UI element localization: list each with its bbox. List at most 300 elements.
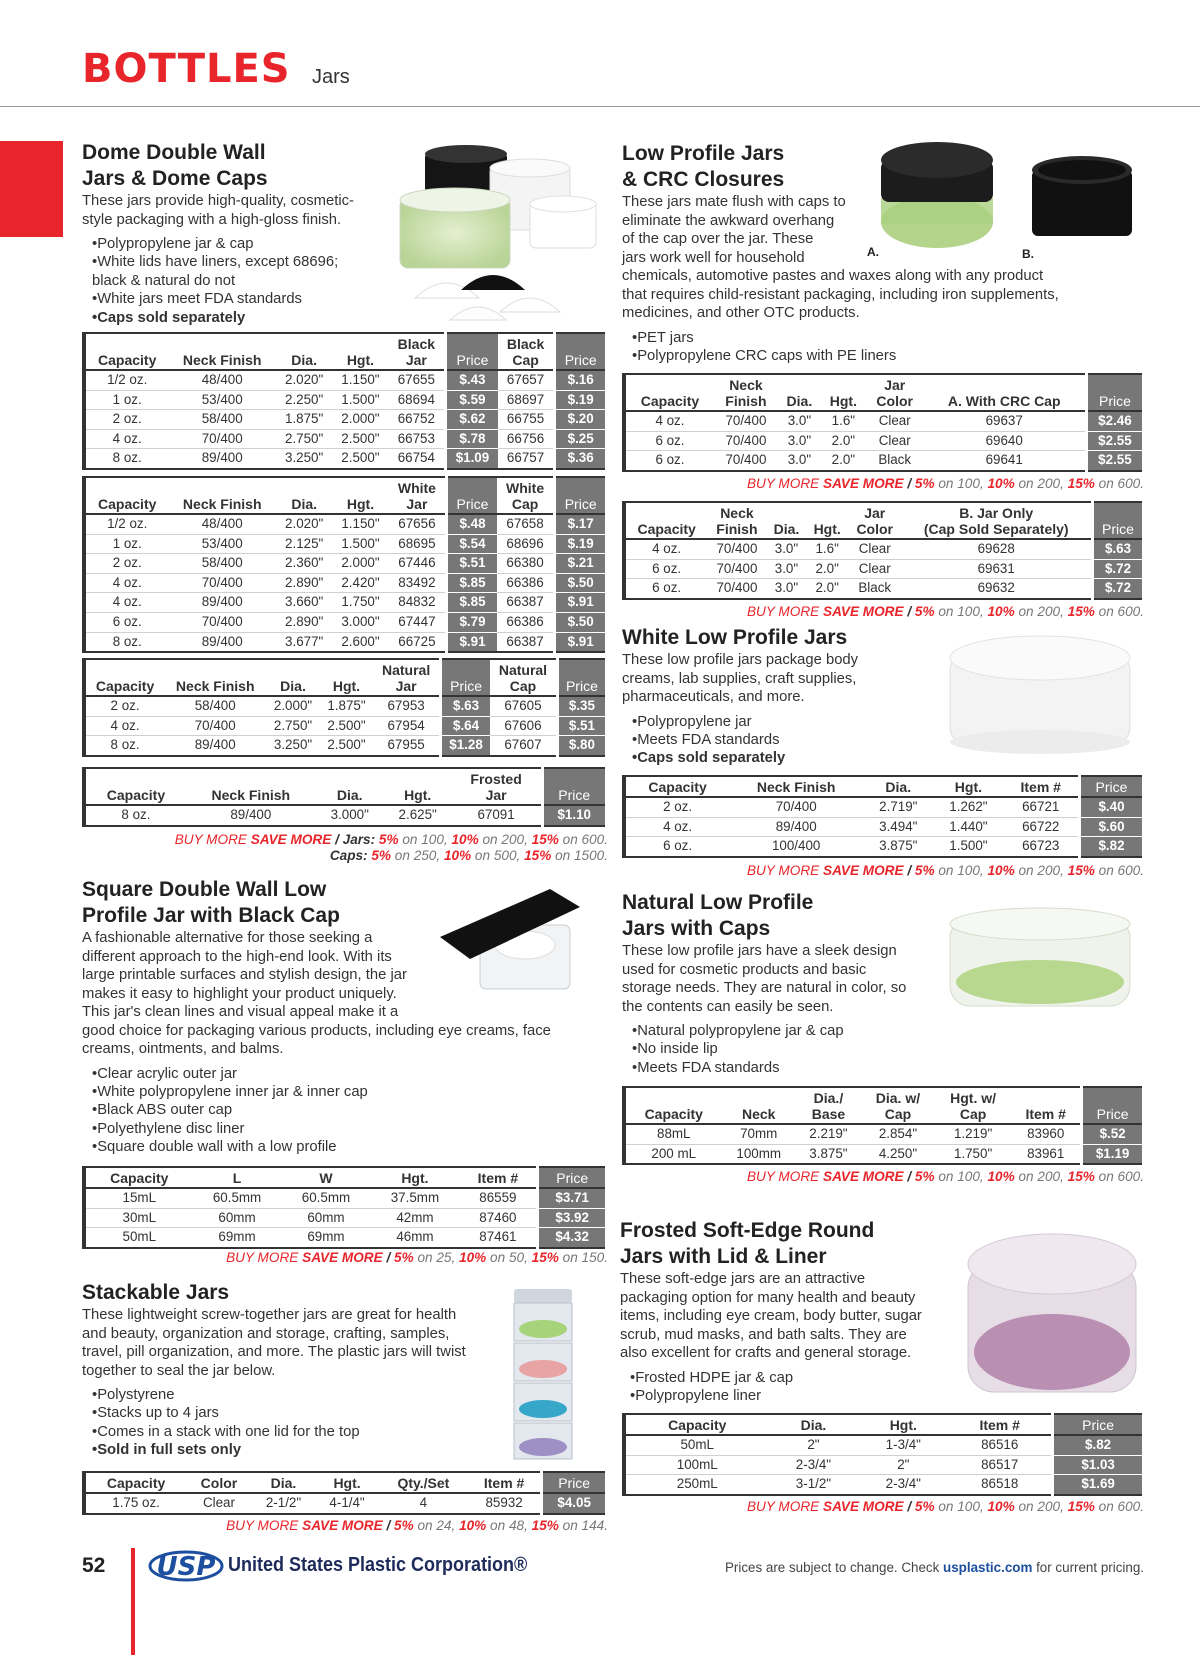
frosted-table (622, 1413, 1142, 1496)
price-cell: $2.55 (1086, 431, 1142, 451)
header-divider (0, 106, 1200, 107)
table-cell: 6 oz. (624, 559, 707, 579)
table-cell: 66386 (497, 573, 555, 593)
col-header: Jar Color (848, 502, 901, 539)
table-cell: 70/400 (168, 573, 276, 593)
price-cell: $.52 (1082, 1124, 1142, 1144)
dome-jars-photo (330, 140, 608, 336)
price-cell: $2.55 (1086, 451, 1142, 471)
table-row (84, 1208, 605, 1228)
table-cell: 66755 (498, 410, 555, 430)
table-cell: 1.750" (935, 1144, 1011, 1164)
table-cell: 37.5mm (390, 1190, 440, 1205)
col-header: Neck (722, 1087, 796, 1124)
table-cell: Black (866, 451, 924, 471)
table-cell: 67953 (387, 698, 425, 713)
col-header: Dia. (266, 659, 319, 696)
table-cell: 250mL (624, 1475, 768, 1495)
table-cell: 1.500" (332, 534, 388, 554)
table-row (624, 1455, 1142, 1475)
frosted-discount: BUY MORE SAVE MORE / 5% on 100, 10% on 200, 15% on 600. (746, 1499, 1144, 1514)
table-row (84, 716, 605, 736)
col-header: Jar Color (866, 374, 924, 411)
table-cell: 89/400 (729, 817, 863, 837)
brand-name: United States Plastic Corporation® (228, 1554, 528, 1576)
col-header: Neck Finish (168, 477, 276, 514)
lowprof-b-discount: BUY MORE SAVE MORE / 5% on 100, 10% on 200, 15% on 600. (746, 604, 1144, 619)
table-row (84, 534, 605, 554)
table-cell: 1.750" (332, 593, 388, 613)
price-cell: $.51 (557, 716, 605, 736)
table-cell: 67658 (506, 516, 544, 531)
table-cell: 1.500" (332, 390, 388, 410)
table-cell: 69637 (985, 413, 1023, 428)
table-cell: 70/400 (714, 451, 778, 471)
table-cell: 2.000" (332, 554, 388, 574)
col-header: Capacity (84, 768, 186, 805)
table-cell: 68695 (389, 534, 447, 554)
table-cell: 58/400 (194, 698, 236, 713)
table-cell: 8 oz. (84, 632, 168, 652)
table-row (624, 579, 1142, 599)
col-header: Price (441, 659, 491, 696)
price-cell: $1.03 (1053, 1455, 1142, 1475)
table-cell: 66752 (389, 410, 446, 430)
table-cell: 86517 (948, 1455, 1052, 1475)
table-cell: 66721 (1022, 799, 1060, 814)
table-cell: 4 oz. (624, 817, 729, 837)
table-cell: 1.875" (276, 410, 332, 430)
table-row (624, 1144, 1142, 1164)
col-header: Price (557, 659, 605, 696)
stack-table (82, 1471, 605, 1515)
table-row (84, 805, 605, 826)
stack-bullet: • Sold in full sets only (92, 1441, 602, 1459)
table-cell: 66386 (497, 612, 555, 632)
price-cell: $3.71 (538, 1188, 605, 1208)
table-cell: 1.6" (815, 541, 839, 556)
table-cell: 70/400 (714, 431, 778, 451)
col-header: Frosted Jar (452, 768, 542, 805)
table-cell: 3.660" (276, 593, 332, 613)
table-cell: 4 oz. (84, 593, 168, 613)
col-header: Price (555, 333, 605, 370)
square-title: Square Double Wall Low Profile Jar with Black Cap (82, 878, 340, 927)
price-cell: $.82 (1053, 1435, 1142, 1455)
table-cell: 87460 (459, 1208, 537, 1228)
square-bullet: • Square double wall with a low profile (92, 1138, 602, 1156)
table-cell: 70/400 (168, 612, 276, 632)
price-cell: $.59 (446, 390, 498, 410)
table-cell: 2.890" (276, 612, 332, 632)
table-cell: 67447 (389, 612, 447, 632)
table-cell: 3.000" (330, 807, 369, 822)
table-row (624, 1435, 1142, 1455)
col-header: Price (1082, 1087, 1142, 1124)
table-cell: 1.150" (341, 372, 380, 387)
white-jar-photo (940, 630, 1140, 760)
table-cell: 2.500" (320, 736, 373, 756)
table-cell: 67655 (397, 372, 435, 387)
dome-desc: These jars provide high-quality, cosmetic- style packaging with a high-gloss finish. (82, 193, 354, 228)
table-cell: 66723 (1003, 837, 1079, 857)
frosted-jar-photo (962, 1222, 1142, 1410)
table-cell: 58/400 (168, 554, 276, 574)
price-cell: $1.28 (441, 736, 491, 756)
lowprof-bullet: • PET jars (632, 329, 1142, 347)
col-header: White Cap (497, 477, 555, 514)
table-cell: 100mL (624, 1455, 768, 1475)
price-cell: $.50 (555, 612, 605, 632)
price-cell: $1.09 (446, 449, 498, 469)
col-header: Hgt. (933, 776, 1003, 797)
dome-title: Dome Double Wall Jars & Dome Caps (82, 141, 268, 190)
dome-bullet: • White jars meet FDA standards (92, 290, 382, 308)
col-header: Dia. w/ Cap (861, 1087, 935, 1124)
table-cell: 2.420" (332, 573, 388, 593)
col-header: Hgt. (332, 333, 388, 370)
table-cell: 100/400 (729, 837, 863, 857)
table-cell: 2-3/4" (768, 1455, 858, 1475)
table-row (84, 554, 605, 574)
col-header: Dia. (276, 477, 332, 514)
price-cell: $.21 (555, 554, 605, 574)
square-bullet: • White polypropylene inner jar & inner cap (92, 1083, 602, 1101)
table-cell: 53/400 (168, 534, 276, 554)
natural-bullets (632, 1022, 952, 1077)
col-header: Black Jar (389, 333, 446, 370)
col-header: Price (1086, 374, 1142, 411)
col-header: Price (542, 768, 605, 805)
table-cell: 69632 (901, 579, 1092, 599)
section-subtitle: Jars (312, 66, 350, 88)
table-cell: 50mL (84, 1228, 193, 1248)
price-cell: $.19 (555, 390, 605, 410)
dome-bullet: • Caps sold separately (92, 309, 382, 327)
table-cell: 2.854" (878, 1126, 918, 1141)
price-cell: $.63 (1092, 539, 1142, 559)
table-cell: 2.500" (332, 449, 388, 469)
col-header: Item # (459, 1167, 537, 1188)
table-cell: 1.6" (831, 413, 856, 428)
table-cell: 3.0" (767, 559, 807, 579)
natural-section (622, 890, 952, 1077)
table-cell: 8 oz. (84, 805, 186, 826)
table-cell: 66380 (497, 554, 555, 574)
table-cell: 3.494" (863, 817, 933, 837)
table-cell: 4 oz. (624, 411, 714, 431)
lowprof-bullets (632, 329, 1142, 366)
table-cell: 3.677" (276, 632, 332, 652)
table-row (624, 539, 1142, 559)
table-cell: 4 oz. (84, 429, 168, 449)
table-cell: 6 oz. (624, 451, 714, 471)
col-header: Dia. (252, 1472, 316, 1493)
table-cell: 3.250" (276, 449, 332, 469)
table-cell: Black (848, 579, 901, 599)
col-header: Capacity (624, 502, 707, 539)
table-cell: 3.0" (767, 579, 807, 599)
dome-discount-jars: BUY MORE SAVE MORE / Jars: 5% on 100, 10% on 200, 15% on 600. (174, 832, 608, 847)
frosted-bullets (630, 1369, 960, 1406)
table-cell: 2 oz. (84, 696, 164, 716)
table-cell: 66722 (1003, 817, 1079, 837)
white-discount: BUY MORE SAVE MORE / 5% on 100, 10% on 200, 15% on 600. (746, 863, 1144, 878)
col-header: Price (1053, 1414, 1142, 1435)
col-header: Dia. (863, 776, 933, 797)
table-cell: 1.262" (949, 799, 988, 814)
table-cell: 67605 (504, 698, 542, 713)
natural-bullet: • No inside lip (632, 1040, 952, 1058)
table-row (624, 1124, 1142, 1144)
table-cell: 89/400 (168, 449, 276, 469)
table-cell: 2.250" (276, 390, 332, 410)
col-header: Capacity (84, 1167, 193, 1188)
table-cell: 3.0" (787, 413, 812, 428)
label-b: B. (1022, 247, 1034, 261)
price-cell: $.19 (555, 534, 605, 554)
white-title: White Low Profile Jars (622, 626, 848, 649)
col-header: Price (542, 1472, 605, 1493)
table-cell: 2" (858, 1455, 948, 1475)
table-cell: 67091 (477, 807, 515, 822)
table-row (624, 1475, 1142, 1495)
col-header: Hgt. (821, 374, 866, 411)
table-cell: 60mm (193, 1208, 282, 1228)
table-cell: 2.0" (806, 559, 848, 579)
table-cell: 87461 (459, 1228, 537, 1248)
col-header: Price (1092, 502, 1142, 539)
price-cell: $.91 (555, 632, 605, 652)
table-cell: 83961 (1011, 1144, 1081, 1164)
price-cell: $.50 (555, 573, 605, 593)
usp-logo-icon (148, 1548, 224, 1584)
table-cell: 2" (807, 1437, 820, 1452)
table-row (84, 1493, 605, 1514)
table-cell: 2.625" (398, 807, 437, 822)
table-cell: 1 oz. (84, 534, 168, 554)
table-row (624, 837, 1142, 857)
table-cell: 69mm (193, 1228, 282, 1248)
price-cell: $1.10 (542, 805, 605, 826)
table-cell: Clear (878, 413, 911, 428)
price-cell: $.85 (447, 573, 497, 593)
table-cell: 89/400 (164, 736, 266, 756)
table-cell: 66387 (497, 632, 555, 652)
square-bullet: • Clear acrylic outer jar (92, 1065, 602, 1083)
natural-bullet: • Meets FDA standards (632, 1059, 952, 1077)
square-bullet: • Black ABS outer cap (92, 1101, 602, 1119)
table-cell: 1.219" (953, 1126, 993, 1141)
table-cell: 89/400 (168, 593, 276, 613)
col-header: Neck Finish (707, 502, 766, 539)
square-table (82, 1166, 605, 1249)
table-row (84, 410, 605, 430)
table-cell: 2-3/4" (858, 1475, 948, 1495)
col-header: Capacity (624, 776, 729, 797)
col-header: Dia./ Base (796, 1087, 861, 1124)
stack-bullet: • Stacks up to 4 jars (92, 1404, 602, 1422)
table-cell: 6 oz. (624, 431, 714, 451)
table-cell: 46mm (370, 1228, 459, 1248)
table-cell: 48/400 (201, 516, 243, 531)
table-row (84, 736, 605, 756)
table-cell: Clear (866, 431, 924, 451)
square-bullet: • Polyethylene disc liner (92, 1120, 602, 1138)
col-header: Color (186, 1472, 252, 1493)
col-header: Price (447, 477, 497, 514)
frosted-bullet: • Frosted HDPE jar & cap (630, 1369, 960, 1387)
page-number: 52 (82, 1554, 106, 1577)
lowprof-a-discount: BUY MORE SAVE MORE / 5% on 100, 10% on 200, 15% on 600. (746, 476, 1144, 491)
col-header: Natural Jar (373, 659, 440, 696)
col-header: Capacity (84, 333, 168, 370)
table-cell: 3.875" (863, 837, 933, 857)
col-header: Neck Finish (729, 776, 863, 797)
table-cell: 1.440" (933, 817, 1003, 837)
table-cell: 48/400 (201, 372, 243, 387)
table-cell: 2.0" (821, 431, 866, 451)
col-header: Item # (1003, 776, 1079, 797)
table-row (624, 431, 1142, 451)
table-cell: 68696 (497, 534, 555, 554)
table-cell: 2-1/2" (265, 1495, 302, 1510)
table-cell: 86516 (981, 1437, 1019, 1452)
square-jar-photo (430, 885, 600, 997)
price-cell: $4.32 (538, 1228, 605, 1248)
price-cell: $.35 (557, 696, 605, 716)
table-cell: 3.875" (796, 1144, 861, 1164)
table-cell: 30mL (84, 1208, 193, 1228)
lowprof-jars-photo (862, 140, 1142, 262)
table-cell: 2.360" (276, 554, 332, 574)
col-header: Capacity (84, 477, 168, 514)
table-cell: 68697 (498, 390, 555, 410)
white-table (622, 775, 1142, 858)
price-cell: $.63 (441, 696, 491, 716)
natural-desc: These low profile jars have a sleek design used for cosmetic products and basic storage needs. They are natural in color, so the contents can easily be seen. (622, 943, 907, 1015)
table-row (84, 593, 605, 613)
table-row (624, 411, 1142, 431)
table-cell: 42mm (370, 1208, 459, 1228)
table-cell: 2.0" (806, 579, 848, 599)
col-header: Neck Finish (714, 374, 778, 411)
table-row (84, 449, 605, 469)
col-header: Item # (948, 1414, 1052, 1435)
table-cell: 3.0" (778, 451, 821, 471)
site-link[interactable]: usplastic.com (943, 1560, 1033, 1575)
col-header: Neck Finish (168, 333, 276, 370)
lowprof-b-table (622, 501, 1142, 600)
table-cell: 67657 (506, 372, 545, 387)
table-cell: 66754 (389, 449, 446, 469)
col-header: White Jar (389, 477, 447, 514)
frosted-section (620, 1218, 960, 1405)
stack-desc: These lightweight screw-together jars are great for health and beauty, organization and storage, crafting, samples, travel, pill organization, and more. The plastic jars will twist together to seal the jar below. (82, 1307, 466, 1379)
stack-title: Stackable Jars (82, 1281, 230, 1304)
table-row (84, 696, 605, 716)
col-header: Hgt. (315, 1472, 379, 1493)
col-header: Dia. (316, 768, 384, 805)
dome-bullet: • Polypropylene jar & cap (92, 235, 382, 253)
col-header: Item # (1011, 1087, 1081, 1124)
col-header: Hgt. (384, 768, 452, 805)
table-cell: 2.719" (879, 799, 918, 814)
table-cell: 2.500" (320, 716, 373, 736)
col-header: A. With CRC Cap (924, 374, 1087, 411)
dome-natural-table (82, 658, 605, 757)
natural-bullet: • Natural polypropylene jar & cap (632, 1022, 952, 1040)
col-header: Natural Cap (490, 659, 557, 696)
col-header: Hgt. (332, 477, 388, 514)
col-header: Black Cap (498, 333, 555, 370)
table-cell: 2.750" (266, 716, 319, 736)
table-cell: 66753 (389, 429, 446, 449)
natural-jar-photo (945, 900, 1135, 1025)
table-cell: 6 oz. (624, 837, 729, 857)
col-header: Hgt. (370, 1167, 459, 1188)
table-row (624, 817, 1142, 837)
price-cell: $.60 (1080, 817, 1143, 837)
table-cell: 66725 (389, 632, 447, 652)
table-cell: 66756 (498, 429, 555, 449)
lowprof-a-table (622, 373, 1142, 472)
frosted-bullet: • Polypropylene liner (630, 1387, 960, 1405)
table-cell: 15mL (84, 1188, 193, 1208)
table-cell: 2.020" (285, 516, 324, 531)
pricing-note: Prices are subject to change. Check usplastic.com for current pricing. (724, 1560, 1144, 1575)
table-cell: 83492 (389, 573, 447, 593)
table-row (84, 1188, 605, 1208)
col-header: Item # (468, 1472, 542, 1493)
table-cell: 2 oz. (624, 797, 729, 817)
price-cell: $.20 (555, 410, 605, 430)
logo-text: USP (156, 1552, 216, 1582)
col-header: Neck Finish (164, 659, 266, 696)
table-cell: 2.000" (273, 698, 313, 713)
table-cell: 67954 (373, 716, 440, 736)
table-cell: 2.500" (332, 429, 388, 449)
table-cell: 60.5mm (301, 1190, 351, 1205)
table-cell: 2 oz. (84, 410, 168, 430)
table-cell: 86518 (948, 1475, 1052, 1495)
table-cell: 2.750" (276, 429, 332, 449)
square-bullets (92, 1065, 602, 1157)
table-cell: 4 oz. (84, 716, 164, 736)
table-cell: 6 oz. (624, 579, 707, 599)
price-cell: $.85 (447, 593, 497, 613)
table-cell: 67606 (490, 716, 557, 736)
white-bullet: • Polypropylene jar (632, 713, 952, 731)
natural-table (622, 1086, 1142, 1165)
table-cell: 66387 (497, 593, 555, 613)
natural-title: Natural Low Profile Jars with Caps (622, 891, 814, 940)
price-cell: $3.92 (538, 1208, 605, 1228)
lowprof-bullet: • Polypropylene CRC caps with PE liners (632, 347, 1142, 365)
col-header: Capacity (624, 1414, 768, 1435)
table-cell: Clear (202, 1495, 235, 1510)
table-cell: Clear (848, 559, 901, 579)
square-discount: BUY MORE SAVE MORE / 5% on 25, 10% on 50, 15% on 150. (226, 1250, 608, 1265)
natural-discount: BUY MORE SAVE MORE / 5% on 100, 10% on 200, 15% on 600. (746, 1169, 1144, 1184)
table-cell: 69641 (924, 451, 1087, 471)
table-cell: 4 oz. (84, 573, 168, 593)
table-row (624, 451, 1142, 471)
price-cell: $.51 (447, 554, 497, 574)
table-cell: 70/400 (725, 413, 767, 428)
table-cell: 84832 (389, 593, 447, 613)
table-cell: 70/400 (168, 429, 276, 449)
